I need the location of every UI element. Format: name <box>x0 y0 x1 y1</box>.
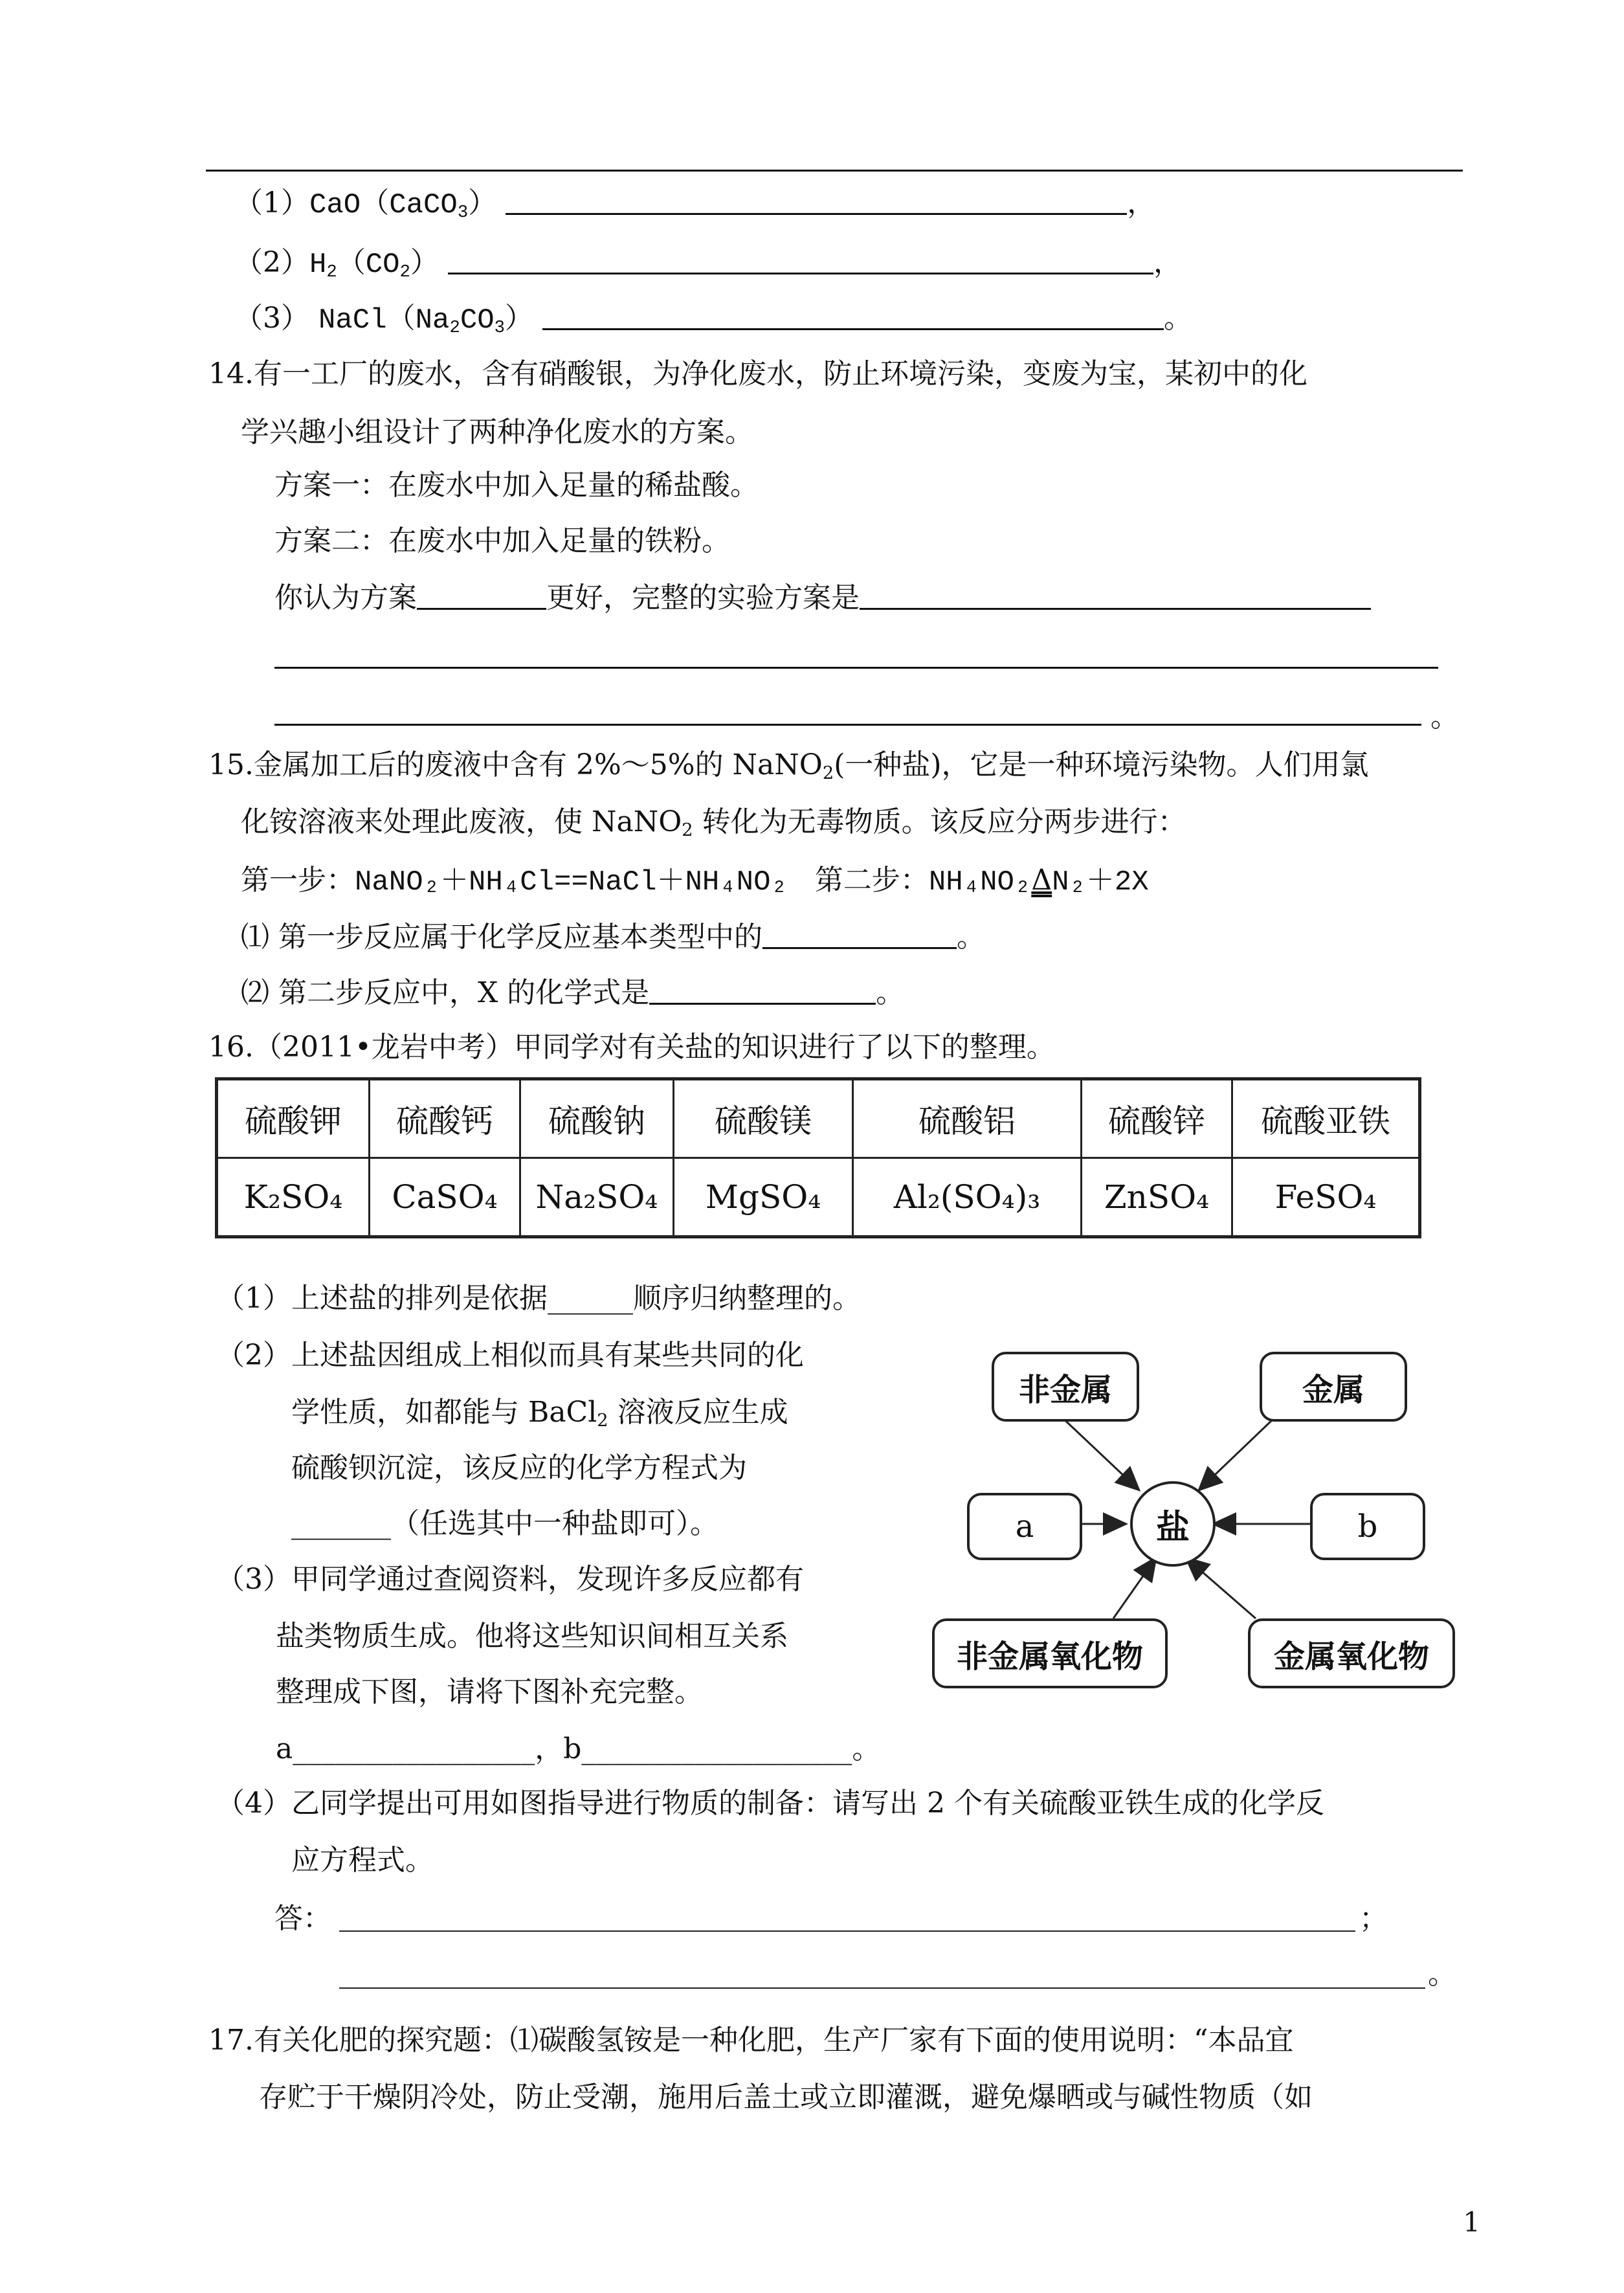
arrow-from-nonmetal-oxide <box>1113 1558 1156 1618</box>
salt-relationship-diagram <box>919 1334 1450 1696</box>
q14-plan-detail-blank[interactable] <box>860 579 1371 610</box>
q15-sub-2-blank[interactable] <box>649 974 876 1005</box>
sulfate-formulas-row <box>217 1158 1420 1237</box>
q15-line-1: 15.金属加工后的废液中含有 2%～5%的 NaNO$_2$(一种盐)，它是一种环境污染物。人们用氯 <box>208 748 1369 783</box>
node-nonmetal-oxide: 非金属氧化物 <box>932 1618 1168 1688</box>
table-cell: CaSO₄ <box>370 1158 520 1237</box>
q16-part-2-line-4: _______（任选其中一种盐即可）。 <box>291 1507 718 1540</box>
q17-line-2: 存贮于干燥阴冷处，防止受潮，施用后盖土或立即灌溉，避免爆晒或与碱性物质（如 <box>259 2081 1313 2114</box>
node-a[interactable]: a <box>967 1493 1082 1560</box>
table-cell: 硫酸镁 <box>674 1079 853 1158</box>
q16-answer-label: 答： <box>274 1902 331 1935</box>
q15-sub-1-blank[interactable] <box>762 919 957 949</box>
q16-part-3-line-2: 盐类物质生成。他将这些知识间相互关系 <box>276 1620 788 1653</box>
q16-part-3-line-4: a_________________，b___________________。 <box>276 1732 881 1765</box>
q16-title: 16.（2011•龙岩中考）甲同学对有关盐的知识进行了以下的整理。 <box>208 1031 1055 1064</box>
q15-sub-2: ⑵ 第二步反应中，X 的化学式是 。 <box>241 974 904 1012</box>
q16-part-3-line-1: （3）甲同学通过查阅资料，发现许多反应都有 <box>216 1563 804 1596</box>
q15-step2-equation-left: NH₄NO₂ <box>928 866 1032 899</box>
table-cell: MgSO₄ <box>674 1158 853 1237</box>
q16-part-2-line-3: 硫酸钡沉淀，该反应的化学方程式为 <box>291 1451 747 1484</box>
sulfate-table <box>215 1077 1421 1238</box>
q14-plan-2: 方案二：在废水中加入足量的铁粉。 <box>274 524 730 557</box>
node-metal: 金属 <box>1260 1352 1407 1422</box>
q14-end-mark: 。 <box>1430 700 1459 733</box>
node-nonmetal: 非金属 <box>992 1352 1139 1422</box>
q15-line-2: 化铵溶液来处理此废液，使 NaNO$_2$ 转化为无毒物质。该反应分两步进行： <box>241 805 1186 840</box>
q16-part-4-line-2: 应方程式。 <box>291 1844 434 1877</box>
q17-line-1: 17.有关化肥的探究题：⑴碳酸氢铵是一种化肥，生产厂家有下面的使用说明：“本品宜 <box>208 2024 1294 2057</box>
q13-item-3-blank[interactable] <box>542 300 1164 330</box>
q16-part-2-line-1: （2）上述盐因组成上相似而具有某些共同的化 <box>216 1339 804 1372</box>
table-cell: 硫酸钠 <box>520 1079 674 1158</box>
q16-part-1: （1）上述盐的排列是依据______顺序归纳整理的。 <box>216 1282 861 1315</box>
q14-answer-line-2[interactable] <box>274 667 1438 669</box>
q13-item-3: （3） $NaCl(Na_2CO_3)$ 。 <box>234 299 1192 340</box>
q15-step2-equation-right: N₂＋2X <box>1052 866 1149 899</box>
table-cell: 硫酸锌 <box>1082 1079 1232 1158</box>
q14-line-1: 14.有一工厂的废水，含有硝酸银，为净化废水，防止环境污染，变废为宝，某初中的化 <box>208 357 1307 390</box>
arrow-from-metal-oxide <box>1186 1558 1256 1618</box>
table-cell: K₂SO₄ <box>217 1158 370 1237</box>
table-cell: Al₂(SO₄)₃ <box>853 1158 1082 1237</box>
q16-answer-line-2[interactable] <box>339 1987 1425 1989</box>
q13-item-2: $(2)H_2(CO_2)$ ， <box>234 243 1182 284</box>
q15-step1-equation: NaNO₂＋NH₄Cl==NaCl＋NH₄NO₂ <box>355 866 788 899</box>
q16-answer-line-1[interactable] <box>339 1930 1355 1932</box>
q15-sub-1: ⑴ 第一步反应属于化学反应基本类型中的 。 <box>241 918 985 957</box>
q14-answer-line-3[interactable] <box>274 724 1421 726</box>
q14-plan-choice-blank[interactable] <box>417 579 546 610</box>
table-cell: Na₂SO₄ <box>520 1158 674 1237</box>
header-rule <box>206 170 1463 172</box>
table-cell: FeSO₄ <box>1232 1158 1420 1237</box>
q14-prompt: 你认为方案 更好，完整的实验方案是 <box>274 579 1371 618</box>
q13-item-1-blank[interactable] <box>506 185 1127 215</box>
q14-line-2: 学兴趣小组设计了两种净化废水的方案。 <box>241 416 753 449</box>
q13-item-2-blank[interactable] <box>448 244 1153 274</box>
table-cell: ZnSO₄ <box>1082 1158 1232 1237</box>
table-cell: 硫酸铝 <box>853 1079 1082 1158</box>
sulfate-names-row <box>217 1079 1420 1158</box>
q16-part-2-line-2: 学性质，如都能与 BaCl$_2$ 溶液反应生成 <box>291 1396 788 1431</box>
q16-answer-end-1: ； <box>1359 1902 1388 1935</box>
q13-item-1: （1）CaO（CaCO$_3$） ， <box>234 184 1155 225</box>
page-number: 1 <box>1463 2206 1480 2238</box>
q14-plan-1: 方案一：在废水中加入足量的稀盐酸。 <box>274 469 759 502</box>
node-b[interactable]: b <box>1310 1493 1425 1560</box>
q16-part-3-line-3: 整理成下图，请将下图补充完整。 <box>276 1675 703 1708</box>
table-cell: 硫酸钙 <box>370 1079 520 1158</box>
table-cell: 硫酸亚铁 <box>1232 1079 1420 1158</box>
node-metal-oxide: 金属氧化物 <box>1248 1618 1455 1688</box>
table-cell: 硫酸钾 <box>217 1079 370 1158</box>
q16-part-4-line-1: （4）乙同学提出可用如图指导进行物质的制备：请写出 2 个有关硫酸亚铁生成的化学反 <box>216 1787 1324 1820</box>
q15-heat-symbol: Δ <box>1031 864 1052 897</box>
q16-answer-end-2: 。 <box>1428 1958 1456 1991</box>
q15-steps: 第一步：NaNO₂＋NH₄Cl==NaCl＋NH₄NO₂ 第二步：NH₄NO₂ΔN₂＋2X <box>241 864 1149 899</box>
node-salt: 盐 <box>1130 1481 1216 1567</box>
